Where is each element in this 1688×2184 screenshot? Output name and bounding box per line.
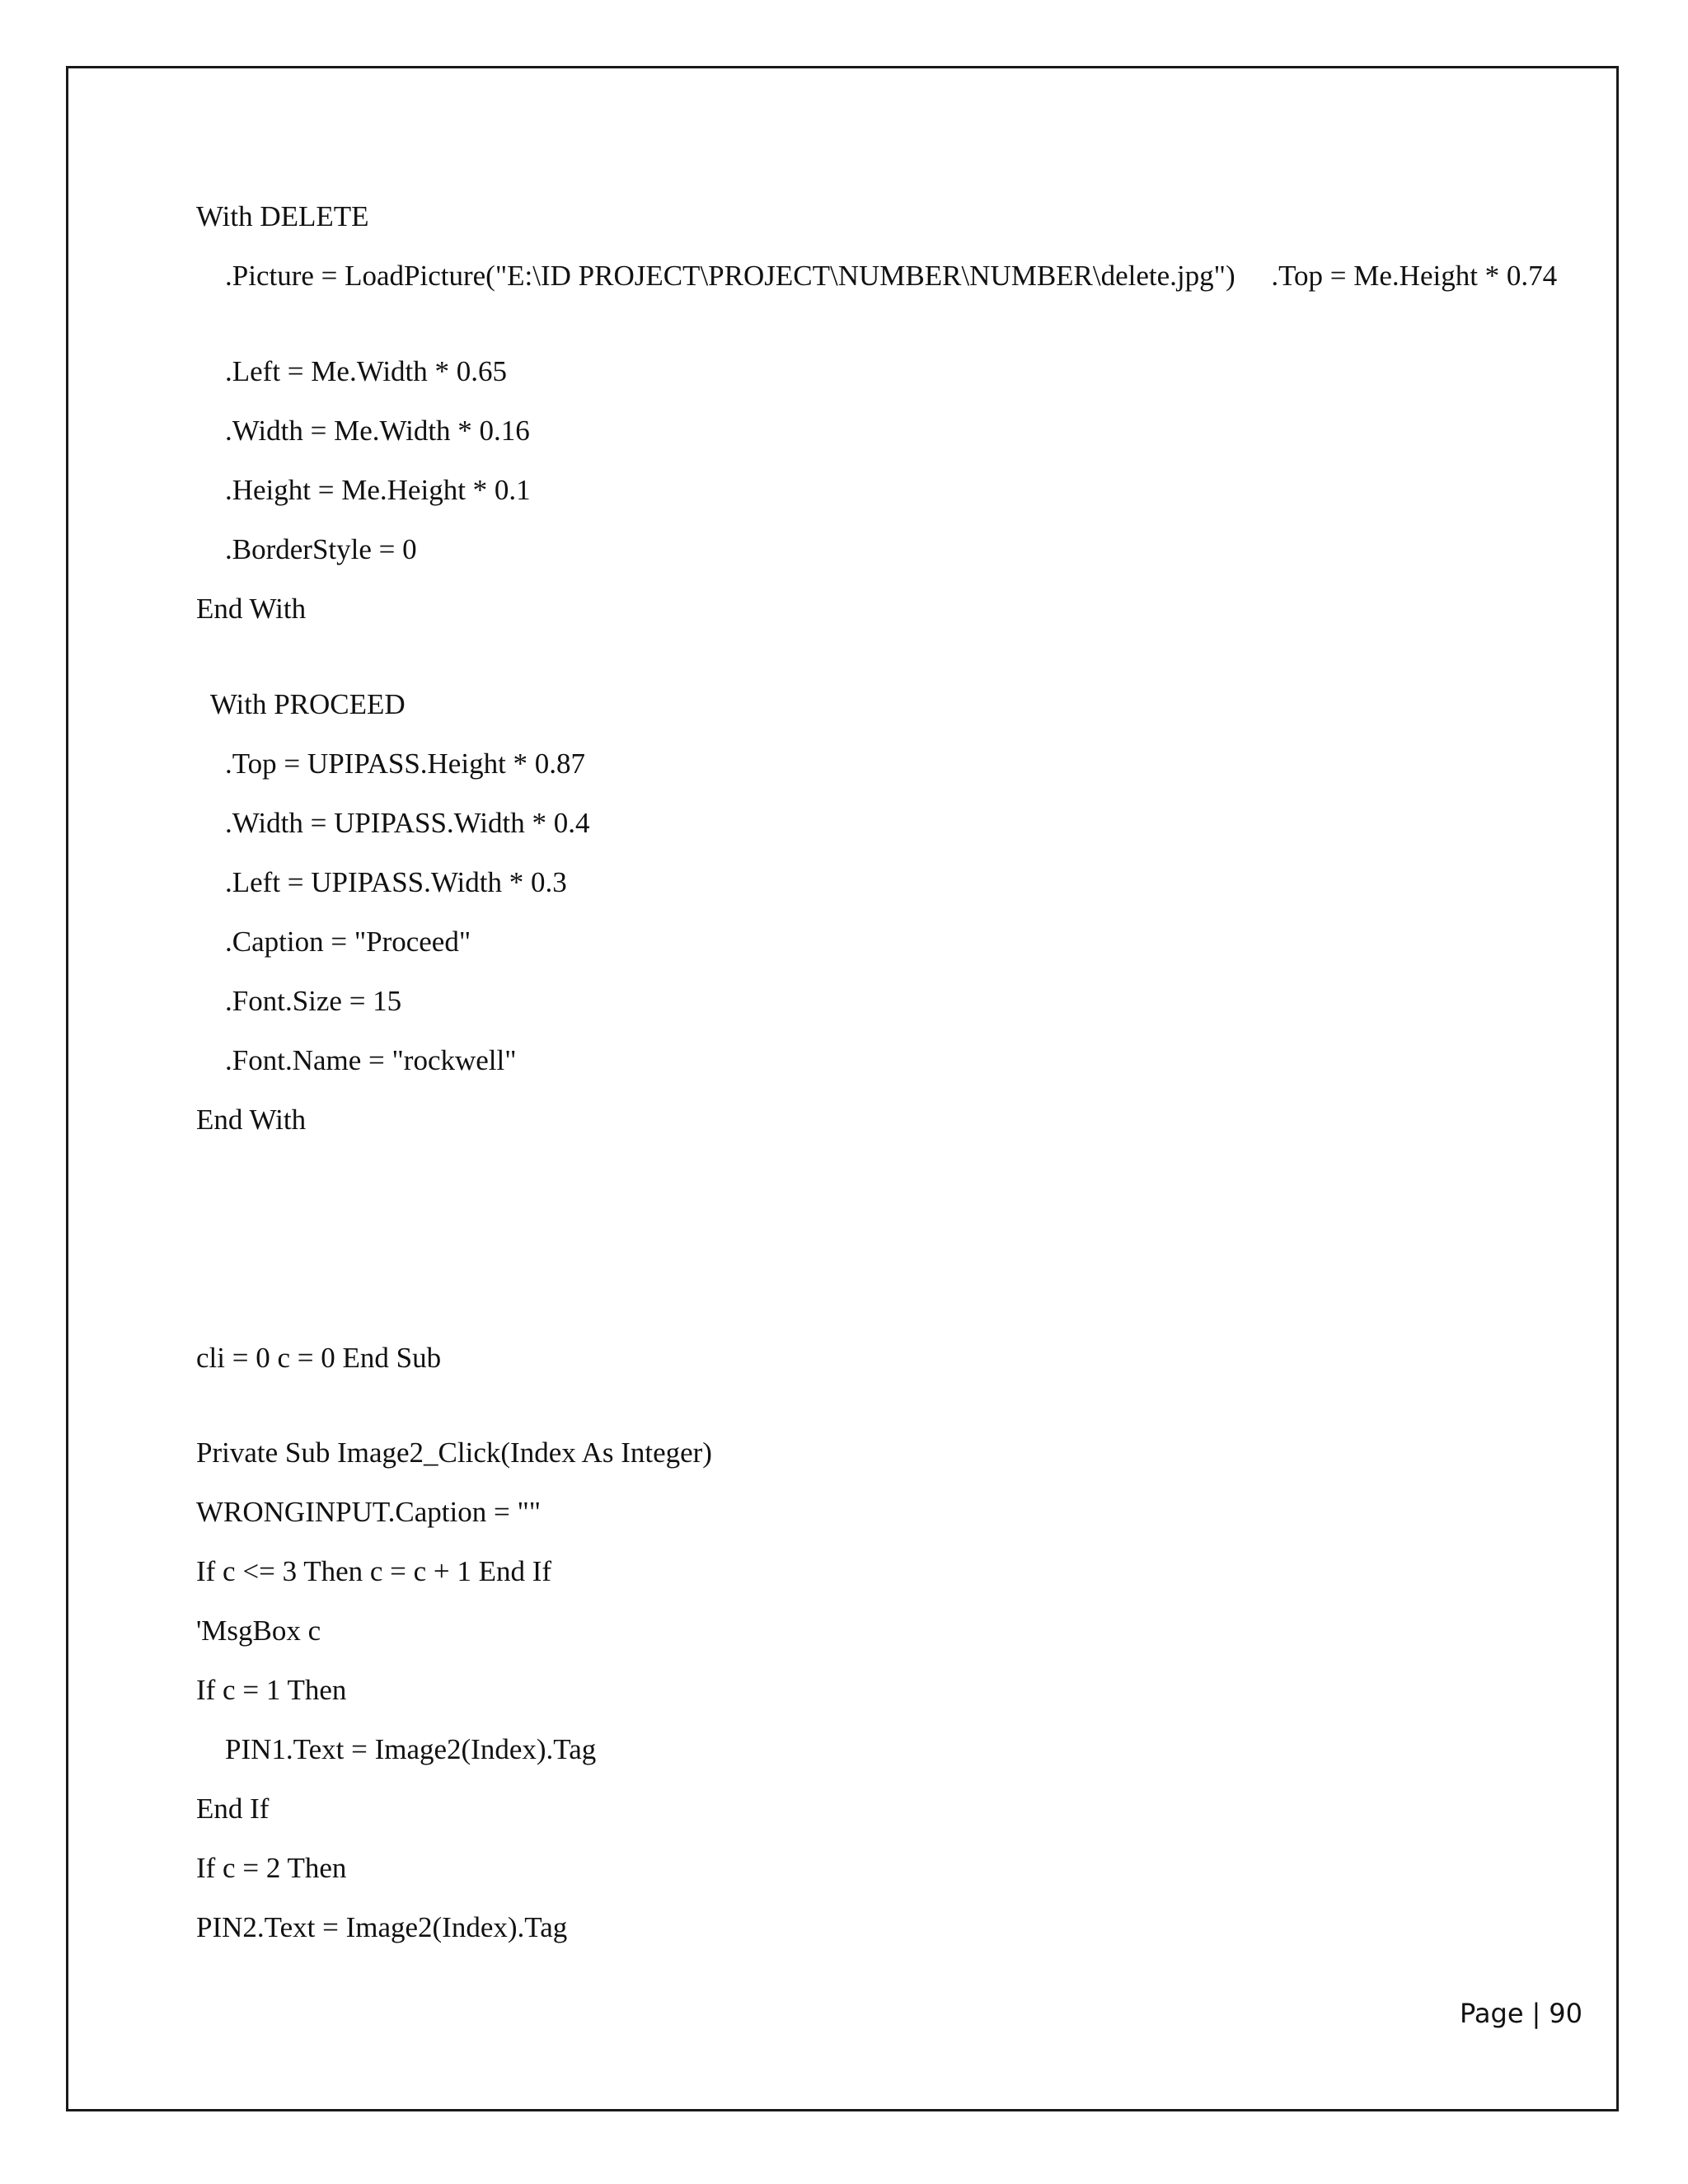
code-line: .Caption = "Proceed" xyxy=(196,926,471,958)
code-line: .Width = Me.Width * 0.16 xyxy=(196,415,530,447)
code-line: 'MsgBox c xyxy=(196,1615,321,1647)
code-line: End With xyxy=(196,593,307,625)
code-line: End If xyxy=(196,1793,270,1825)
code-line: If c <= 3 Then c = c + 1 End If xyxy=(196,1555,552,1587)
code-line: .Picture = LoadPicture("E:\ID PROJECT\PROJECT\NUMBER\NUMBER\delete.jpg") .Top = Me.Height * 0.74 xyxy=(196,260,1558,292)
code-line: .Left = Me.Width * 0.65 xyxy=(196,355,508,387)
code-line: cli = 0 c = 0 End Sub xyxy=(196,1342,442,1374)
code-line: PIN2.Text = Image2(Index).Tag xyxy=(196,1911,568,1943)
code-line: .BorderStyle = 0 xyxy=(196,533,417,565)
page-number: 90 xyxy=(1549,1998,1582,2029)
code-line: .Font.Size = 15 xyxy=(196,985,402,1017)
code-line: .Width = UPIPASS.Width * 0.4 xyxy=(196,807,590,839)
code-line: .Height = Me.Height * 0.1 xyxy=(196,474,531,506)
code-line: WRONGINPUT.Caption = "" xyxy=(196,1496,542,1528)
page-separator: | xyxy=(1531,1998,1541,2029)
code-line: .Left = UPIPASS.Width * 0.3 xyxy=(196,866,567,898)
code-line: PIN1.Text = Image2(Index).Tag xyxy=(196,1733,597,1765)
code-line: If c = 2 Then xyxy=(196,1852,347,1884)
page-label: Page xyxy=(1460,1998,1524,2029)
page-footer xyxy=(1401,1998,1582,2029)
code-line: If c = 1 Then xyxy=(196,1674,347,1706)
code-line: With PROCEED xyxy=(196,688,406,720)
code-line: End With xyxy=(196,1104,307,1136)
code-line: Private Sub Image2_Click(Index As Integer) xyxy=(196,1436,712,1469)
code-line: .Top = UPIPASS.Height * 0.87 xyxy=(196,748,586,780)
code-line: With DELETE xyxy=(196,200,369,232)
code-line: .Font.Name = "rockwell" xyxy=(196,1044,517,1076)
